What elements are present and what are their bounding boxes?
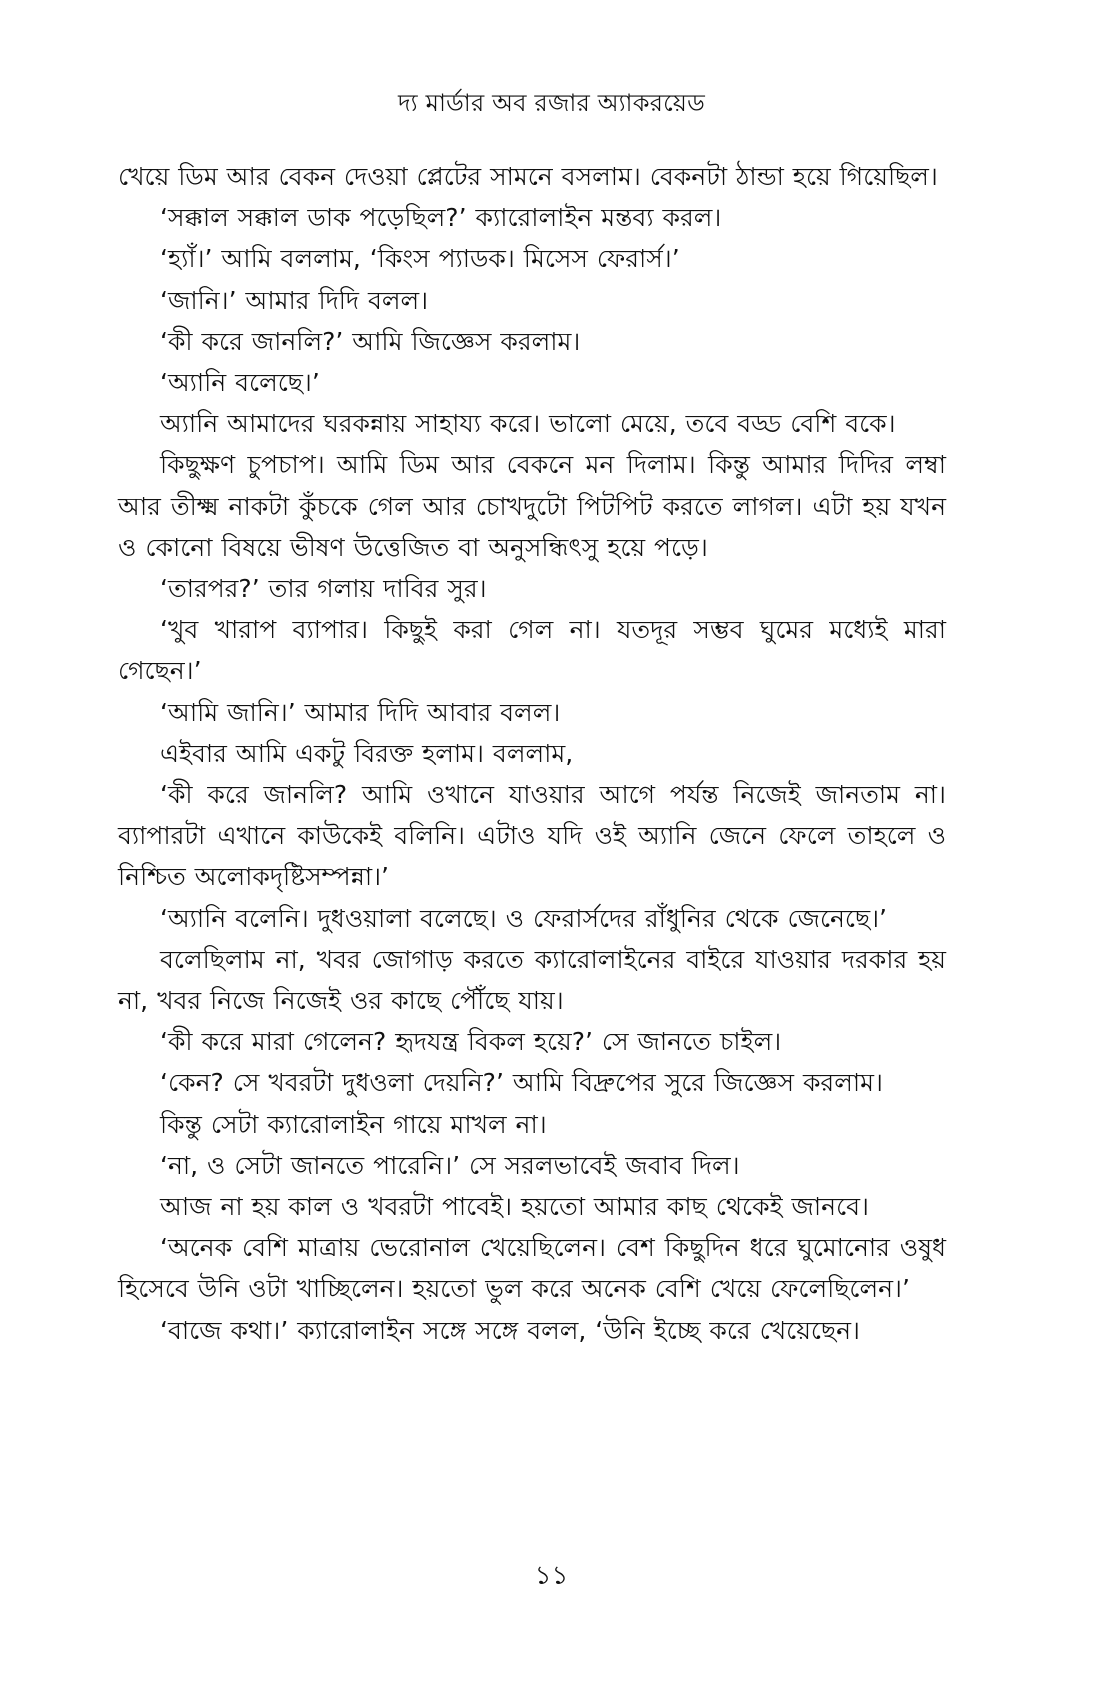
paragraph-19: ‘না, ও সেটা জানতে পারেনি।’ সে সরলভাবেই জবাব দিল।	[160, 1150, 740, 1180]
paragraph-7: অ্যানি আমাদের ঘরকন্নায় সাহায্য করে। ভালো মেয়ে, তবে বড্ড বেশি বকে।	[160, 409, 896, 439]
paragraph-17: ‘কেন? সে খবরটা দুধওলা দেয়নি?’ আমি বিদ্রুপের সুরে জিজ্ঞেস করলাম।	[160, 1068, 883, 1098]
paragraph-4: ‘জানি।’ আমার দিদি বলল।	[160, 285, 429, 315]
paragraph-15: বলেছিলাম না, খবর জোগাড় করতে ক্যারোলাইনের বাইরে যাওয়ার দরকার হয় না, খবর নিজে নিজেই ওর কাছে পৌঁছে যায়।	[118, 944, 946, 1016]
paragraph-3: ‘হ্যাঁ।’ আমি বললাম, ‘কিংস প্যাডক। মিসেস ফেরার্স।’	[160, 244, 680, 274]
paragraph-10: ‘খুব খারাপ ব্যাপার। কিছুই করা গেল না। যতদূর সম্ভব ঘুমের মধ্যেই মারা গেছেন।’	[118, 615, 946, 686]
paragraph-12: এইবার আমি একটু বিরক্ত হলাম। বললাম,	[160, 738, 574, 768]
paragraph-11: ‘আমি জানি।’ আমার দিদি আবার বলল।	[160, 697, 561, 727]
page-number: ১১	[534, 1561, 569, 1591]
paragraph-9: ‘তারপর?’ তার গলায় দাবির সুর।	[160, 574, 487, 604]
paragraph-16: ‘কী করে মারা গেলেন? হৃদযন্ত্র বিকল হয়ে?’ সে জানতে চাইল।	[160, 1027, 782, 1057]
paragraph-22: ‘বাজে কথা।’ ক্যারোলাইন সঙ্গে সঙ্গে বলল, ‘উনি ইচ্ছে করে খেয়েছেন।	[160, 1315, 860, 1345]
paragraph-14: ‘অ্যানি বলেনি। দুধওয়ালা বলেছে। ও ফেরার্সদের রাঁধুনির থেকে জেনেছে।’	[160, 903, 888, 933]
paragraph-6: ‘অ্যানি বলেছে।’	[160, 368, 320, 398]
body-text	[118, 156, 946, 1351]
paragraph-2: ‘সক্কাল সক্কাল ডাক পড়েছিল?’ ক্যারোলাইন মন্তব্য করল।	[160, 203, 722, 233]
paragraph-8: কিছুক্ষণ চুপচাপ। আমি ডিম আর বেকনে মন দিলাম। কিন্তু আমার দিদির লম্বা আর তীক্ষ্ম নাকটা কুঁচকে গেল আর চোখদুটো পিটপিট করতে লাগল। এটা হয় যখন ও কোনো বিষয়ে ভীষণ উত্তেজিত বা অনুসন্ধিৎসু হয়ে পড়ে।	[118, 450, 946, 562]
paragraph-1: খেয়ে ডিম আর বেকন দেওয়া প্লেটের সামনে বসলাম। বেকনটা ঠান্ডা হয়ে গিয়েছিল।	[118, 162, 938, 191]
paragraph-20: আজ না হয় কাল ও খবরটা পাবেই। হয়তো আমার কাছ থেকেই জানবে।	[160, 1192, 869, 1222]
running-header: দ্য মার্ডার অব রজার অ্যাকরয়েড	[398, 89, 705, 117]
paragraph-21: ‘অনেক বেশি মাত্রায় ভেরোনাল খেয়েছিলেন। বেশ কিছুদিন ধরে ঘুমোনোর ওষুধ হিসেবে উনি ওটা খাচ্ছিলেন। হয়তো ভুল করে অনেক বেশি খেয়ে ফেলেছিলেন।’	[118, 1233, 946, 1304]
paragraph-13: ‘কী করে জানলি? আমি ওখানে যাওয়ার আগে পর্যন্ত নিজেই জানতাম না। ব্যাপারটা এখানে কাউকেই বলিনি। এটাও যদি ওই অ্যানি জেনে ফেলে তাহলে ও নিশ্চিত অলোকদৃষ্টিসম্পন্না।’	[118, 780, 946, 892]
paragraph-18: কিন্তু সেটা ক্যারোলাইন গায়ে মাখল না।	[160, 1109, 547, 1139]
paragraph-5: ‘কী করে জানলি?’ আমি জিজ্ঞেস করলাম।	[160, 326, 581, 356]
